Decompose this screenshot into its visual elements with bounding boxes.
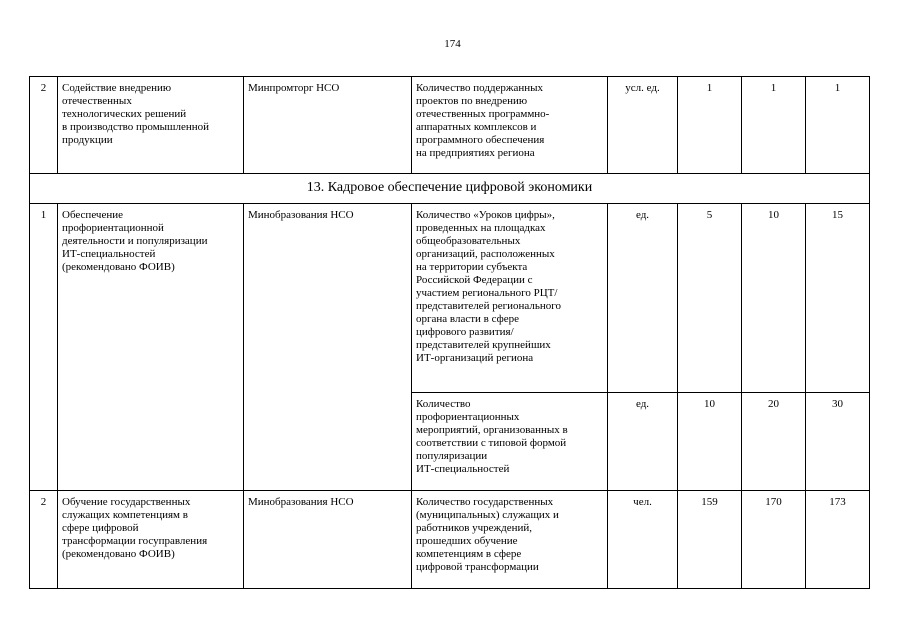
value-cell-1: 159 bbox=[678, 491, 742, 589]
section-header-row bbox=[30, 174, 870, 204]
row-number: 2 bbox=[30, 491, 58, 589]
value-cell-1: 5 bbox=[678, 204, 742, 393]
row-number: 2 bbox=[30, 77, 58, 174]
value-cell-3: 30 bbox=[806, 393, 870, 491]
table-row bbox=[30, 77, 870, 174]
measures-table bbox=[29, 76, 870, 589]
table-row bbox=[30, 204, 870, 393]
value-cell-2: 170 bbox=[742, 491, 806, 589]
indicator-cell: Количество государственных (муниципальных) служащих и работников учреждений, прошедших обучение компетенциям в сфере цифровой трансформации bbox=[412, 491, 608, 589]
unit-cell: ед. bbox=[608, 393, 678, 491]
executor-cell: Минобразования НСО bbox=[244, 491, 412, 589]
value-cell-1: 1 bbox=[678, 77, 742, 174]
value-cell-1: 10 bbox=[678, 393, 742, 491]
measure-cell: Обеспечение профориентационной деятельности и популяризации ИТ-специальностей (рекомендовано ФОИВ) bbox=[58, 204, 244, 491]
value-cell-3: 1 bbox=[806, 77, 870, 174]
unit-cell: чел. bbox=[608, 491, 678, 589]
value-cell-2: 20 bbox=[742, 393, 806, 491]
value-cell-3: 173 bbox=[806, 491, 870, 589]
value-cell-2: 10 bbox=[742, 204, 806, 393]
executor-cell: Минобразования НСО bbox=[244, 204, 412, 491]
measure-cell: Содействие внедрению отечественных технологических решений в производство промышленной продукции bbox=[58, 77, 244, 174]
table-row bbox=[30, 491, 870, 589]
indicator-cell: Количество «Уроков цифры», проведенных на площадках общеобразовательных организаций, расположенных на территории субъекта Российской Федерации с участием регионального РЦТ/ представителей регионального органа власти в сфере цифрового развития/ представителей крупнейших ИТ-организаций региона bbox=[412, 204, 608, 393]
value-cell-3: 15 bbox=[806, 204, 870, 393]
page-number: 174 bbox=[444, 38, 461, 50]
row-number: 1 bbox=[30, 204, 58, 491]
indicator-cell: Количество поддержанных проектов по внедрению отечественных программно- аппаратных комплексов и программного обеспечения на предприятиях региона bbox=[412, 77, 608, 174]
unit-cell: усл. ед. bbox=[608, 77, 678, 174]
measure-cell: Обучение государственных служащих компетенциям в сфере цифровой трансформации госуправления (рекомендовано ФОИВ) bbox=[58, 491, 244, 589]
section-title: 13. Кадровое обеспечение цифровой экономики bbox=[30, 174, 870, 204]
unit-cell: ед. bbox=[608, 204, 678, 393]
executor-cell: Минпромторг НСО bbox=[244, 77, 412, 174]
indicator-cell: Количество профориентационных мероприятий, организованных в соответствии с типовой формой популяризации ИТ-специальностей bbox=[412, 393, 608, 491]
value-cell-2: 1 bbox=[742, 77, 806, 174]
